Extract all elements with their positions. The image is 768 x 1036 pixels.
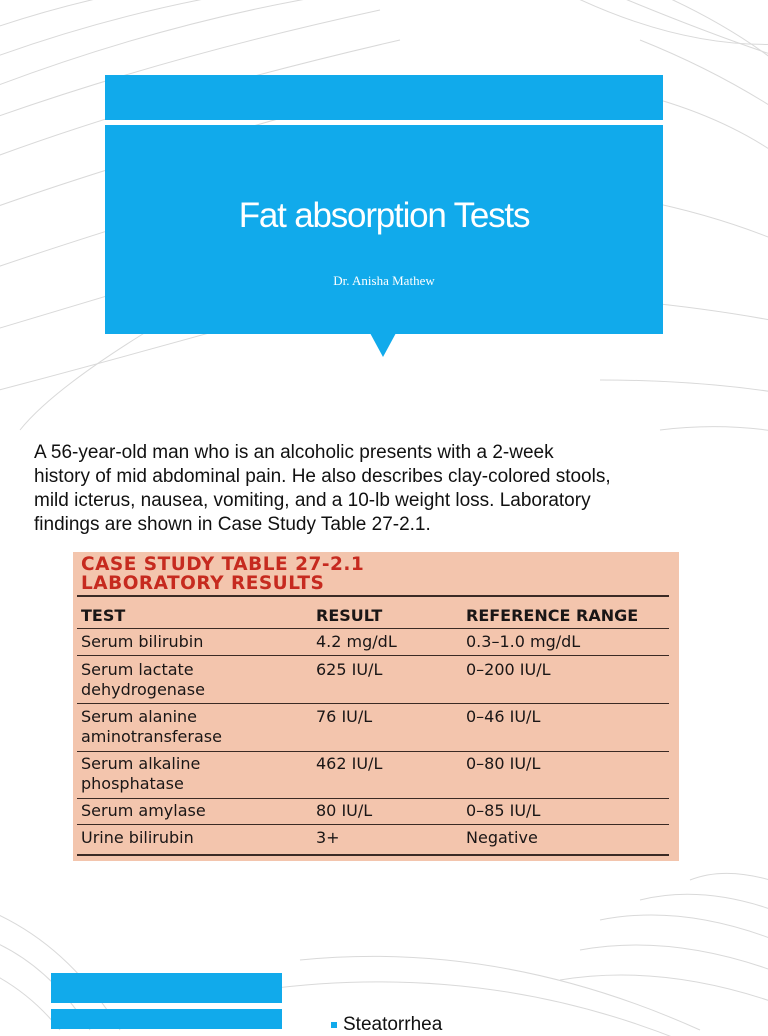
table-cell-test: Serum alanine <box>81 707 198 726</box>
case-line: history of mid abdominal pain. He also describes clay-colored stools, <box>34 466 611 487</box>
table-cell-result: 3+ <box>316 828 340 847</box>
table-cell-test: Serum amylase <box>81 801 206 820</box>
table-header-result: RESULT <box>316 606 383 625</box>
table-cell-test: Serum lactate <box>81 660 194 679</box>
table-cell-range: Negative <box>466 828 538 847</box>
bullet-square-icon <box>331 1022 337 1028</box>
table-cell-test: dehydrogenase <box>81 680 205 699</box>
table-rule <box>77 703 669 704</box>
table-cell-result: 4.2 mg/dL <box>316 632 397 651</box>
slide2-title-banner <box>51 1009 282 1029</box>
table-rule <box>77 628 669 629</box>
case-line: mild icterus, nausea, vomiting, and a 10-lb weight loss. Laboratory <box>34 490 591 511</box>
case-line: A 56-year-old man who is an alcoholic presents with a 2-week <box>34 442 554 463</box>
table-cell-test: Serum bilirubin <box>81 632 204 651</box>
table-rule <box>77 824 669 825</box>
table-rule <box>77 854 669 856</box>
slide2-accent-band <box>51 973 282 1003</box>
table-caption <box>81 555 364 593</box>
table-cell-range: 0.3–1.0 mg/dL <box>466 632 581 651</box>
table-cell-range: 0–46 IU/L <box>466 707 541 726</box>
table-cell-result: 625 IU/L <box>316 660 383 679</box>
case-description <box>34 441 734 537</box>
table-caption-line: LABORATORY RESULTS <box>81 573 325 594</box>
title-accent-band <box>105 75 663 120</box>
table-cell-test: aminotransferase <box>81 727 222 746</box>
table-rule <box>77 655 669 656</box>
table-cell-range: 0–80 IU/L <box>466 754 541 773</box>
table-caption-line: CASE STUDY TABLE 27-2.1 <box>81 554 365 575</box>
table-cell-result: 462 IU/L <box>316 754 383 773</box>
slide2-bullet-item <box>331 1014 442 1036</box>
slide-title: Fat absorption Tests <box>238 196 530 235</box>
case-line: findings are shown in Case Study Table 27-2.1. <box>34 514 431 535</box>
title-pointer-arrow <box>370 333 396 357</box>
table-cell-range: 0–85 IU/L <box>466 801 541 820</box>
slide2-bullet-text: Steatorrhea <box>343 1014 443 1035</box>
table-rule <box>77 595 669 597</box>
table-cell-range: 0–200 IU/L <box>466 660 551 679</box>
lab-results-table <box>73 552 679 861</box>
table-cell-test: Serum alkaline <box>81 754 201 773</box>
table-cell-test: phosphatase <box>81 774 184 793</box>
table-header-range: REFERENCE RANGE <box>466 606 639 625</box>
table-cell-result: 76 IU/L <box>316 707 373 726</box>
table-rule <box>77 751 669 752</box>
table-header-test: TEST <box>81 606 126 625</box>
slide-author: Dr. Anisha Mathew <box>333 273 435 288</box>
table-cell-test: Urine bilirubin <box>81 828 194 847</box>
table-cell-result: 80 IU/L <box>316 801 373 820</box>
table-rule <box>77 798 669 799</box>
